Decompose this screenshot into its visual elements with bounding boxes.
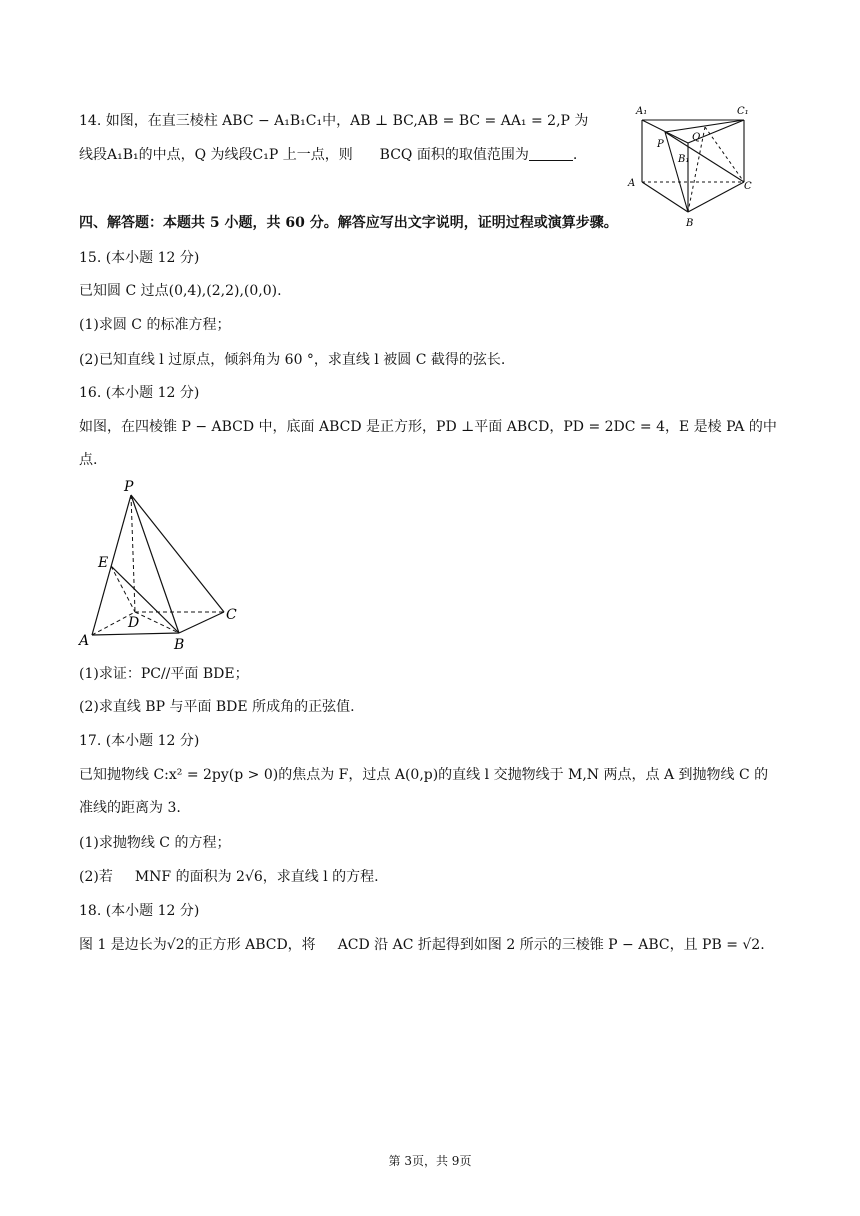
pyramid-figure	[75, 475, 255, 655]
q16-part-2: (2)求直线 BP 与平面 BDE 所成角的正弦值.	[79, 699, 355, 715]
prism-figure	[620, 100, 760, 230]
q14-line-2	[79, 145, 577, 165]
q16-head: 16. (本小题 12 分)	[79, 385, 200, 401]
q17-stem-1: 已知抛物线 C:x² = 2py(p > 0)的焦点为 F，过点 A(0,p)的直线 l 交抛物线于 M,N 两点，点 A 到抛物线 C 的	[79, 767, 769, 783]
q17-head: 17. (本小题 12 分)	[79, 733, 200, 749]
q15-part-1: (1)求圆 C 的标准方程；	[79, 317, 231, 333]
q15-part-2: (2)已知直线 l 过原点，倾斜角为 60 °，求直线 l 被圆 C 截得的弦长.	[79, 352, 506, 368]
q14-line-2c: .	[572, 147, 578, 163]
q18-stem-a: 图 1 是边长为√2的正方形 ABCD，将	[79, 937, 316, 953]
label-a1: A₁	[636, 106, 648, 117]
label-b: B	[686, 218, 694, 229]
q14-line-2a: 线段A₁B₁的中点，Q 为线段C₁P 上一点，则	[79, 147, 353, 163]
q18-stem	[79, 935, 765, 955]
label-b1: B₁	[678, 154, 690, 165]
label-a: A	[79, 633, 90, 649]
label-c1: C₁	[737, 106, 749, 117]
label-b: B	[174, 637, 185, 653]
q16-stem-1: 如图，在四棱锥 P − ABCD 中，底面 ABCD 是正方形，PD ⊥平面 ABCD，PD = 2DC = 4，E 是棱 PA 的中	[79, 419, 777, 435]
page-footer: 第 3页，共 9页	[388, 1154, 472, 1168]
q15-stem: 已知圆 C 过点(0,4),(2,2),(0,0).	[79, 283, 282, 299]
section-heading: 四、解答题：本题共 5 小题，共 60 分。解答应写出文字说明，证明过程或演算步骤。	[79, 215, 618, 231]
q17-part-1: (1)求抛物线 C 的方程；	[79, 835, 231, 851]
q14-line-2b: BCQ 面积的取值范围为	[379, 147, 529, 163]
label-e: E	[98, 555, 109, 571]
label-q: Q	[692, 132, 701, 143]
q17-part-2a: (2)若	[79, 869, 113, 885]
q16-part-1: (1)求证：PC//平面 BDE；	[79, 666, 249, 682]
q14-line-1: 14. 如图，在直三棱柱 ABC − A₁B₁C₁中，AB ⊥ BC,AB = BC = AA₁ = 2,P 为	[79, 113, 589, 129]
q16-stem-2: 点.	[79, 452, 98, 468]
label-d: D	[128, 615, 140, 631]
label-p: P	[124, 479, 134, 495]
label-p: P	[657, 139, 664, 150]
label-a: A	[628, 178, 636, 189]
q17-stem-2: 准线的距离为 3.	[79, 800, 181, 816]
q17-part-2	[79, 867, 379, 887]
q15-head: 15. (本小题 12 分)	[79, 250, 200, 266]
q17-part-2b: MNF 的面积为 2√6，求直线 l 的方程.	[134, 869, 379, 885]
label-c: C	[226, 607, 237, 623]
q18-head: 18. (本小题 12 分)	[79, 903, 200, 919]
q18-stem-b: ACD 沿 AC 折起得到如图 2 所示的三棱锥 P − ABC，且 PB = √2.	[337, 937, 765, 953]
answer-blank	[529, 146, 573, 161]
label-c: C	[744, 181, 752, 192]
